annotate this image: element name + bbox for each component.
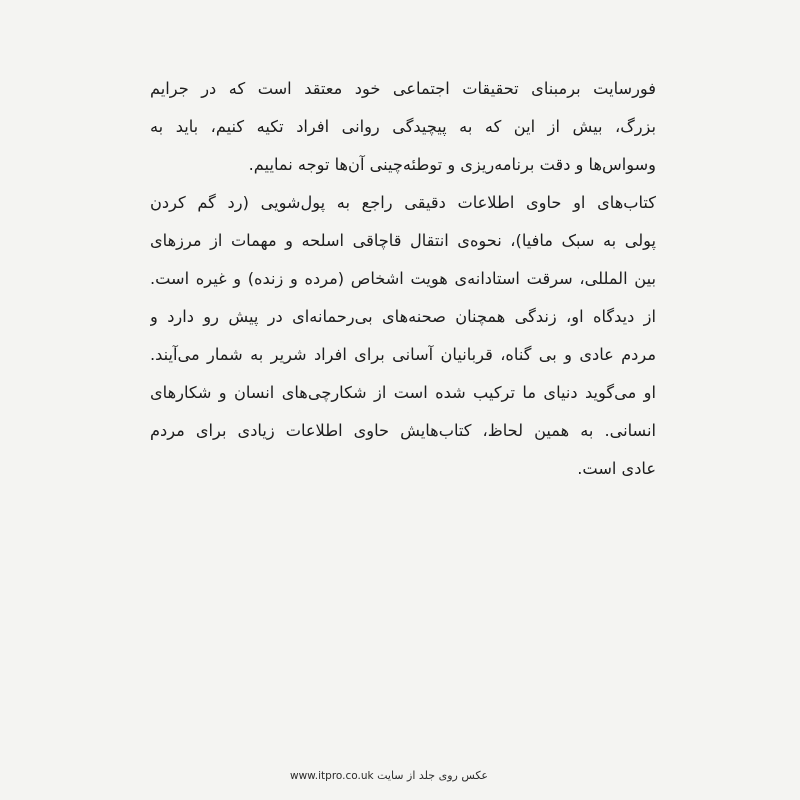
- text-line: از دیدگاه او، زندگی همچنان صحنه‌های بی‌رحمانه‌ای در پیش رو دارد و: [150, 307, 656, 326]
- text-line: وسواس‌ها و دقت برنامه‌ریزی و توطئه‌چینی آن‌ها توجه نماییم.: [248, 155, 656, 174]
- text-line: پولی به سبک مافیا)، نحوه‌ی انتقال قاچاقی اسلحه و مهمات از مرزهای: [150, 231, 656, 250]
- paragraph-1: [150, 70, 656, 184]
- blurb-text: [150, 70, 656, 488]
- text-line: کتاب‌های او حاوی اطلاعات دقیقی راجع به پول‌شویی (رد گم کردن: [150, 193, 656, 212]
- credit-text: عکس روی جلد از سایت: [377, 769, 488, 782]
- text-line: او می‌گوید دنیای ما ترکیب شده است از شکارچی‌های انسان و شکارهای: [150, 383, 656, 402]
- paragraph-2: [150, 184, 656, 488]
- text-line: بین المللی، سرقت استادانه‌ی هویت اشخاص (مرده و زنده) و غیره است.: [150, 269, 656, 288]
- text-line: انسانی. به همین لحاظ، کتاب‌هایش حاوی اطلاعات زیادی برای مردم: [150, 421, 656, 440]
- text-line: مردم عادی و بی گناه، قربانیان آسانی برای افراد شریر به شمار می‌آیند.: [150, 345, 656, 364]
- text-line: عادی است.: [577, 459, 656, 478]
- credit-url: www.itpro.co.uk: [290, 770, 374, 782]
- cover-photo-credit: [258, 766, 488, 786]
- text-line: بزرگ، بیش از این که به پیچیدگی روانی افراد تکیه کنیم، باید به: [150, 117, 656, 136]
- text-line: فورسایت برمبنای تحقیقات اجتماعی خود معتقد است که در جرایم: [150, 79, 656, 98]
